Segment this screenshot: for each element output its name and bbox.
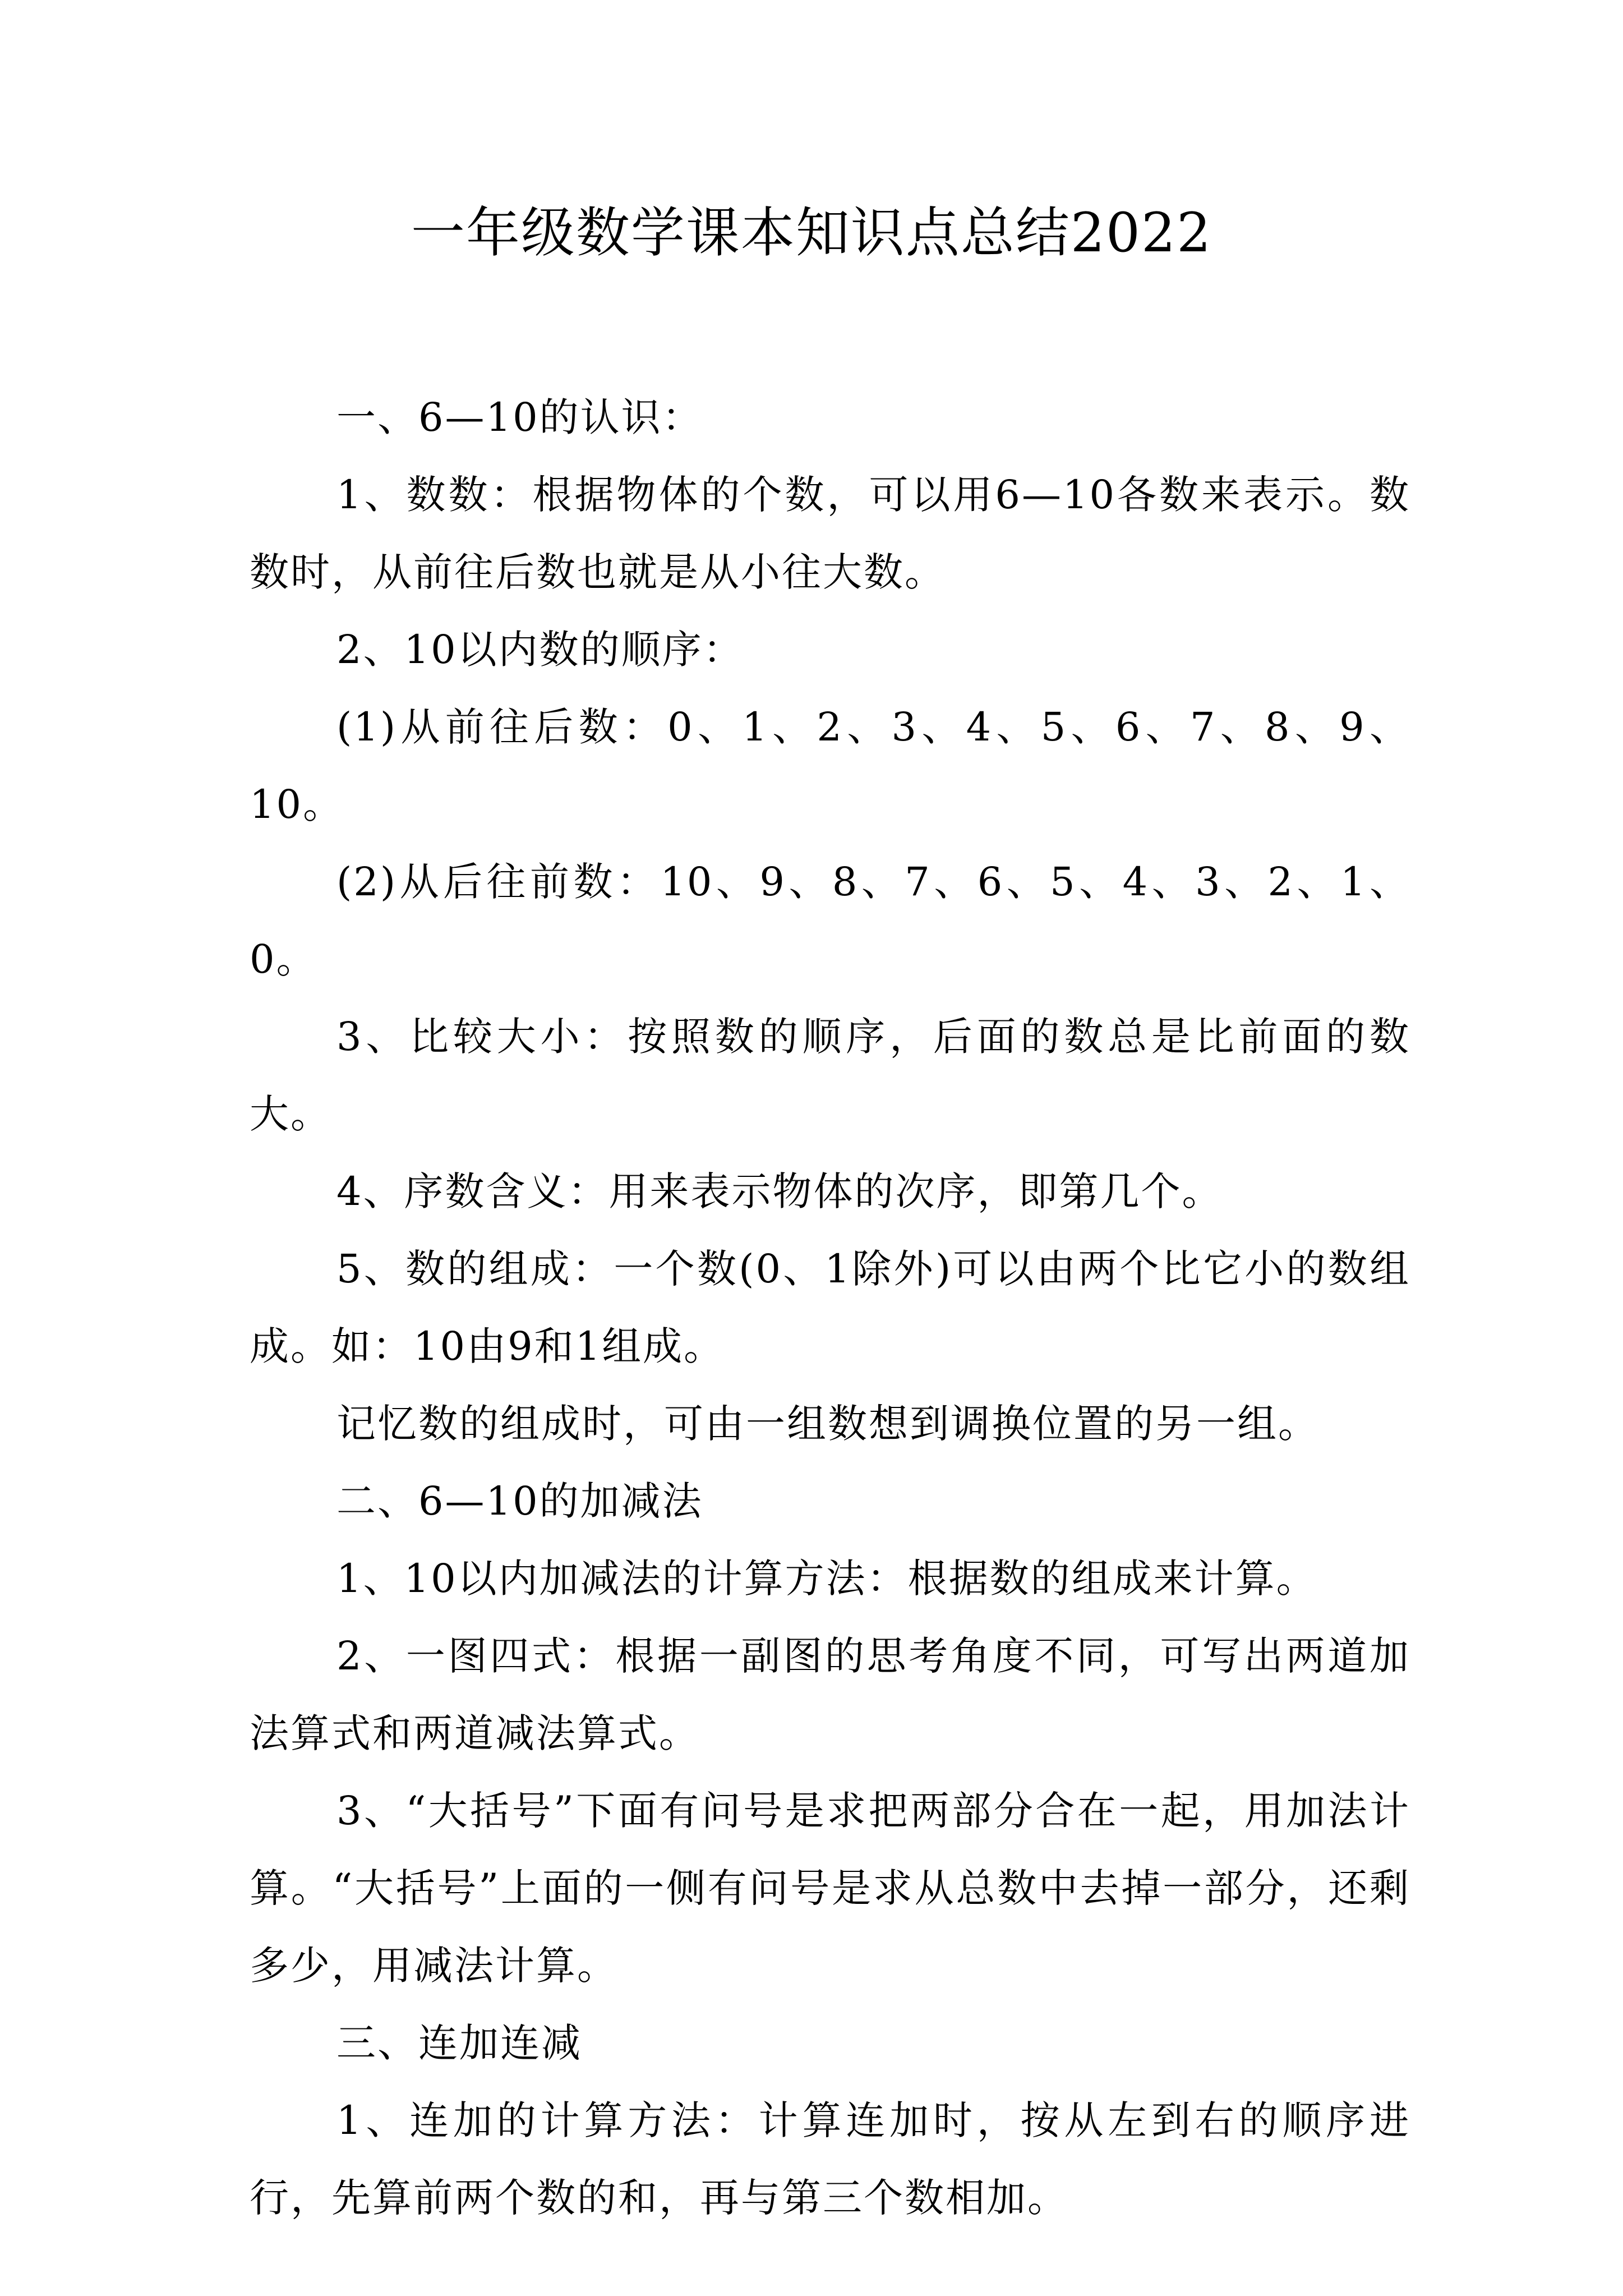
paragraph: (1)从前往后数：0、1、2、3、4、5、6、7、8、9、10。: [250, 704, 1410, 827]
paragraph: 2、一图四式：根据一副图的思考角度不同，可写出两道加法算式和两道减法算式。: [250, 1633, 1410, 1756]
document-title: 一年级数学课本知识点总结2022: [411, 201, 1212, 264]
paragraph: (2)从后往前数：10、9、8、7、6、5、4、3、2、1、0。: [250, 859, 1410, 982]
paragraph: 4、序数含义：用来表示物体的次序，即第几个。: [336, 1168, 1223, 1214]
paragraph: 2、10以内数的顺序：: [336, 627, 744, 673]
section-heading-2: 二、6—10的加减法: [336, 1478, 703, 1524]
paragraph: 3、“大括号”下面有问号是求把两部分合在一起，用加法计算。“大括号”上面的一侧有问号是求从总数中去掉一部分，还剩多少，用减法计算。: [250, 1788, 1410, 1989]
section-heading-1: 一、6—10的认识：: [336, 394, 703, 440]
paragraph: 1、连加的计算方法：计算连加时，按从左到右的顺序进行，先算前两个数的和，再与第三个数相加。: [250, 2097, 1410, 2221]
paragraph: 1、数数：根据物体的个数，可以用6—10各数来表示。数数时，从前往后数也就是从小往大数。: [250, 472, 1410, 595]
paragraph: 1、10以内加减法的计算方法：根据数的组成来计算。: [336, 1556, 1317, 1602]
section-heading-3: 三、连加连减: [336, 2020, 582, 2066]
document-body: [250, 379, 1410, 2237]
paragraph: 3、比较大小：按照数的顺序，后面的数总是比前面的数大。: [250, 1014, 1410, 1137]
paragraph: 记忆数的组成时，可由一组数想到调换位置的另一组。: [336, 1401, 1319, 1447]
paragraph: 5、数的组成：一个数(0、1除外)可以由两个比它小的数组成。如：10由9和1组成。: [250, 1246, 1410, 1369]
